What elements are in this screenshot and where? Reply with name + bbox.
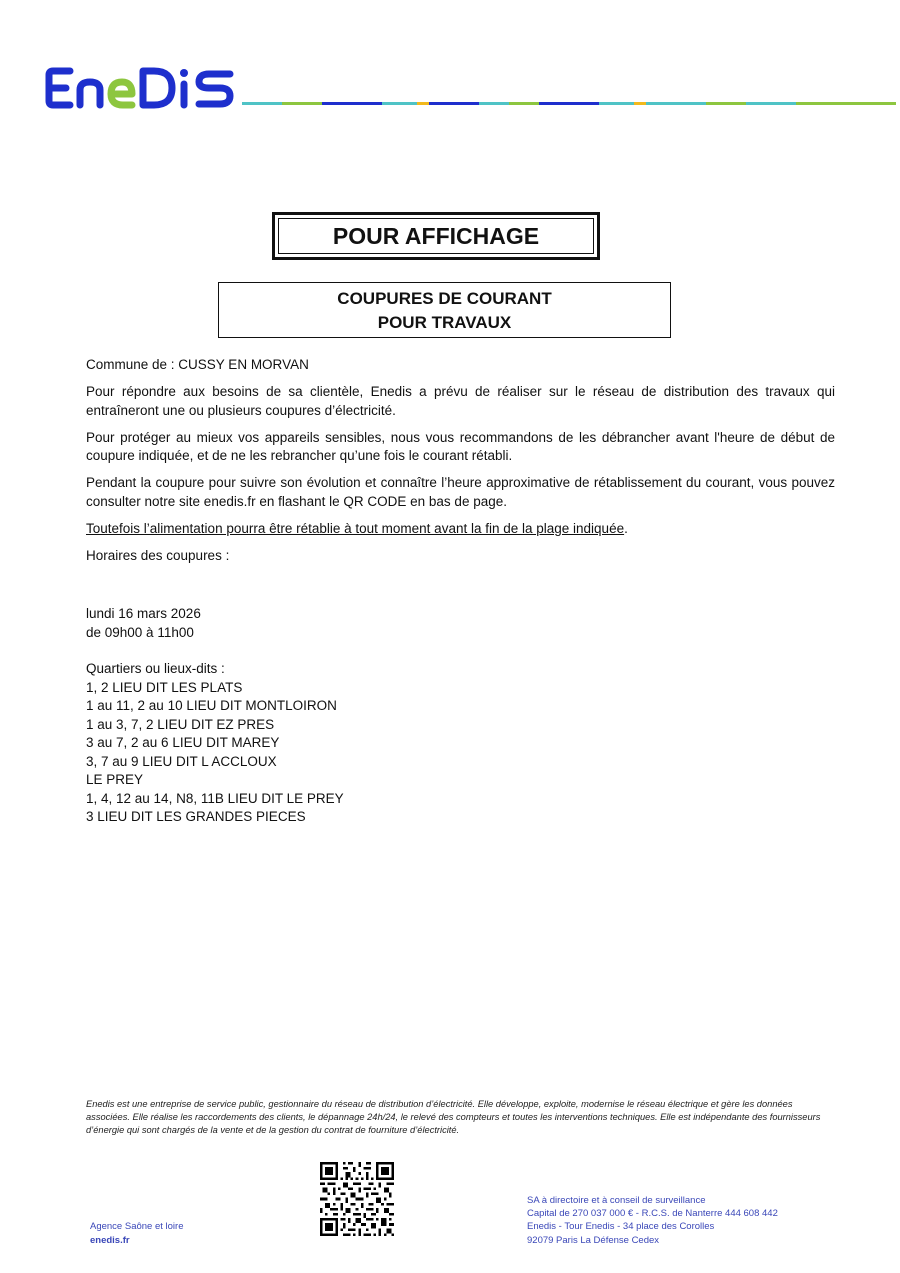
schedule-block [86,605,201,642]
legal-line: SA à directoire et à conseil de surveillance [527,1195,706,1206]
paragraph-besoins: Pour répondre aux besoins de sa clientèle, Enedis a prévu de réaliser sur le réseau de distribution des travaux qui entraîneront une ou plusieurs coupures d’électricité. [86,384,835,418]
legal-line: Enedis - Tour Enedis - 34 place des Corolles [527,1221,715,1233]
schedule-time: de 09h00 à 11h00 [86,624,194,640]
retablissement-underlined: Toutefois l’alimentation pourra être rétablie à tout moment avant la fin de la plage indiquée [86,520,625,536]
legal-line: Capital de 270 037 000 € - R.C.S. de Nanterre 444 608 442 [527,1208,778,1220]
area-item: LE PREY [86,772,144,787]
brand-stripe [242,102,896,105]
footer-disclaimer: Enedis est une entreprise de service public, gestionnaire du réseau de distribution d’électricité. Elle développe, exploite, modernise le réseau électrique et gère les données associées. Elle réalise les raccordements des clients, le dépannage 24h/24, le relevé des compteurs et toutes les interventions techniques. Elle est indépendante des fournisseurs d’énergie qui sont chargés de la vente et de la gestion du contrat de fourniture d’électricité. [86,1099,821,1135]
paragraph-suivi: Pendant la coupure pour suivre son évolution et connaître l’heure approximative de rétablissement du courant, vous pouvez consulter notre site enedis.fr en flashant le QR CODE en bas de page. [86,475,835,509]
area-item: 3, 7 au 9 LIEU DIT L ACCLOUX [86,753,277,769]
horaires-label: Horaires des coupures : [86,547,230,563]
areas-block [86,660,344,827]
area-item: 1 au 11, 2 au 10 LIEU DIT MONTLOIRON [86,698,337,713]
pour-affichage-label: POUR AFFICHAGE [278,218,594,254]
notice-body [86,356,835,574]
enedis-logo [44,66,236,110]
schedule-date: lundi 16 mars 2026 [86,606,201,621]
retablissement-period: . [624,520,628,536]
agency-block [90,1220,183,1247]
agency-name: Agence Saône et loire [90,1221,184,1232]
areas-label: Quartiers ou lieux-dits : [86,661,225,676]
commune-line: Commune de : CUSSY EN MORVAN [86,357,309,372]
pour-affichage-box [272,212,600,260]
coupures-title-line1: COUPURES DE COURANT [337,289,552,308]
coupures-title-line2: POUR TRAVAUX [377,313,512,332]
area-item: 1, 4, 12 au 14, N8, 11B LIEU DIT LE PREY [86,790,344,806]
qr-code-icon[interactable] [320,1162,394,1236]
area-item: 3 au 7, 2 au 6 LIEU DIT MAREY [86,735,280,750]
legal-line: 92079 Paris La Défense Cedex [527,1234,660,1246]
coupures-title-box [218,282,671,338]
paragraph-proteger: Pour protéger au mieux vos appareils sensibles, nous vous recommandons de les débrancher avant l'heure de début de coupure indiquée, et de ne les rebrancher qu’une fois le courant rétabli. [86,429,835,463]
legal-block [527,1194,778,1247]
area-item: 1, 2 LIEU DIT LES PLATS [86,679,243,695]
paragraph-retablissement [86,520,835,539]
area-item: 1 au 3, 7, 2 LIEU DIT EZ PRES [86,716,275,732]
area-item: 3 LIEU DIT LES GRANDES PIECES [86,809,306,824]
website-link[interactable]: enedis.fr [90,1234,130,1246]
